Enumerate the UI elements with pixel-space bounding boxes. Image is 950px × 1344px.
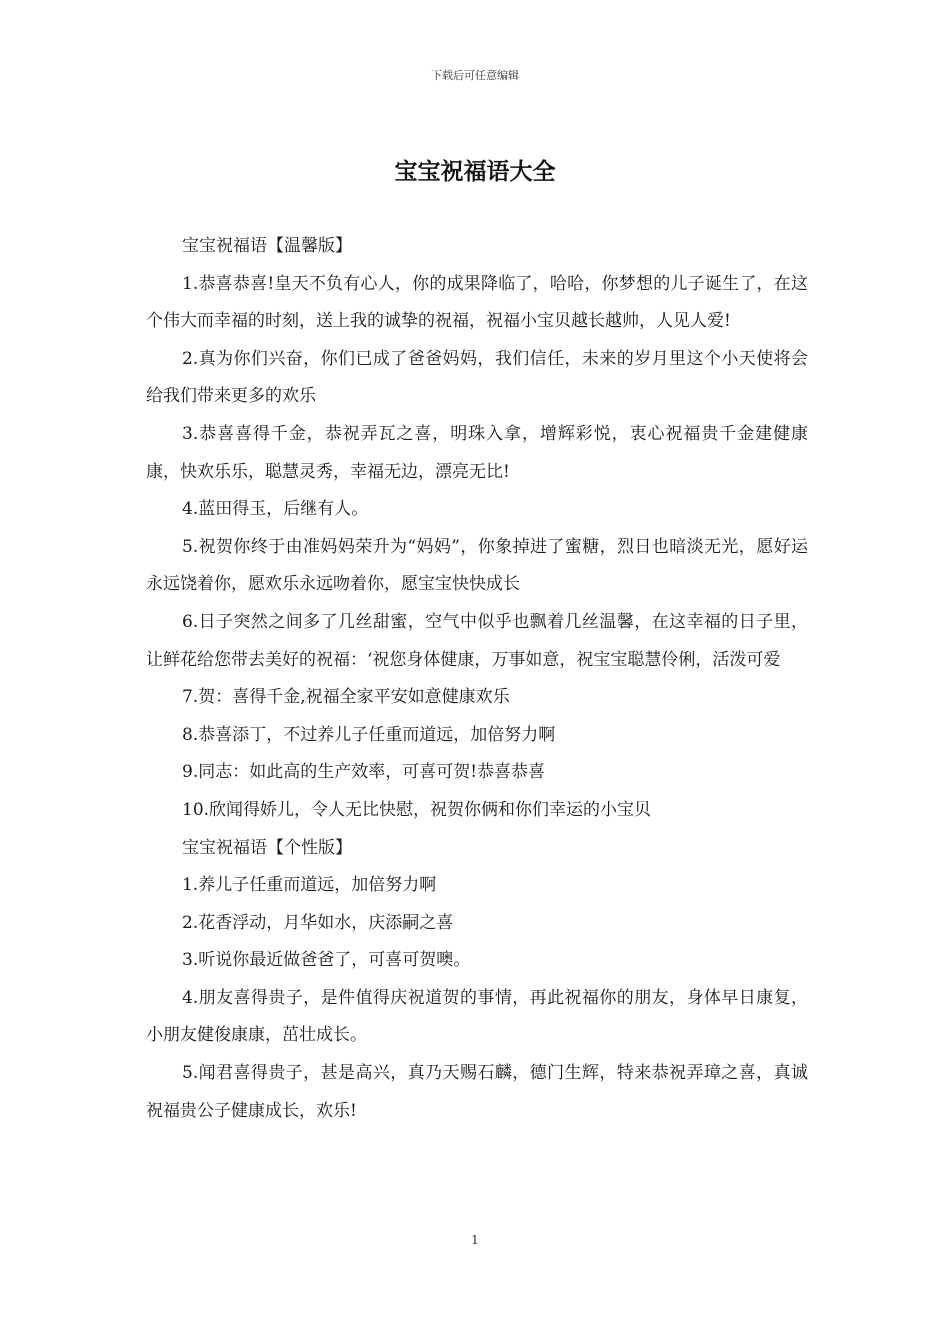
blessing-warm-1: 1.恭喜恭喜!皇天不负有心人，你的成果降临了，哈哈，你梦想的儿子诞生了，在这个伟大而幸福的时刻，送上我的诚挚的祝福，祝福小宝贝越长越帅，人见人爱!: [146, 273, 808, 332]
blessing-personal-1: 1.养儿子任重而道远，加倍努力啊: [182, 875, 437, 896]
page-number: 1: [471, 1233, 479, 1247]
document-body: [146, 228, 808, 1130]
document-title: 宝宝祝福语大全: [394, 158, 556, 185]
blessing-warm-9: 9.同志：如此高的生产效率，可喜可贺!恭喜恭喜: [182, 762, 546, 783]
page-header-note: 下载后可任意编辑: [431, 69, 519, 82]
blessing-personal-2: 2.花香浮动，月华如水，庆添嗣之喜: [182, 912, 454, 933]
blessing-warm-7: 7.贺：喜得千金,祝福全家平安如意健康欢乐: [182, 687, 510, 708]
blessing-warm-4: 4.蓝田得玉，后继有人。: [182, 499, 369, 520]
blessing-warm-10: 10.欣闻得娇儿，令人无比快慰，祝贺你俩和你们幸运的小宝贝: [182, 799, 652, 820]
blessing-warm-5: 5.祝贺你终于由准妈妈荣升为“妈妈”，你象掉进了蜜糖，烈日也暗淡无光，愿好运永远饶着你，愿欢乐永远吻着你，愿宝宝快快成长: [146, 536, 808, 595]
section-heading-personal: 宝宝祝福语【个性版】: [182, 837, 352, 858]
blessing-warm-8: 8.恭喜添丁，不过养儿子任重而道远，加倍努力啊: [182, 724, 556, 745]
blessing-personal-3: 3.听说你最近做爸爸了，可喜可贺噢。: [182, 950, 471, 971]
blessing-warm-6: 6.日子突然之间多了几丝甜蜜，空气中似乎也飘着几丝温馨，在这幸福的日子里，让鲜花给您带去美好的祝福：‘祝您身体健康，万事如意，祝宝宝聪慧伶俐，活泼可爱: [146, 611, 808, 670]
blessing-warm-3: 3.恭喜喜得千金，恭祝弄瓦之喜，明珠入拿，增辉彩悦，衷心祝福贵千金建健康康，快欢乐乐，聪慧灵秀，幸福无边，漂亮无比!: [146, 423, 808, 482]
section-heading-warm: 宝宝祝福语【温馨版】: [182, 236, 352, 256]
blessing-warm-2: 2.真为你们兴奋，你们已成了爸爸妈妈，我们信任，未来的岁月里这个小天使将会给我们带来更多的欢乐: [146, 348, 808, 407]
blessing-personal-5: 5.闻君喜得贵子，甚是高兴，真乃天赐石麟，德门生辉，特来恭祝弄璋之喜，真诚祝福贵公子健康成长，欢乐!: [146, 1063, 808, 1121]
blessing-personal-4: 4.朋友喜得贵子，是件值得庆祝道贺的事情，再此祝福你的朋友，身体早日康复，小朋友健俊康康，茁壮成长。: [146, 987, 808, 1046]
